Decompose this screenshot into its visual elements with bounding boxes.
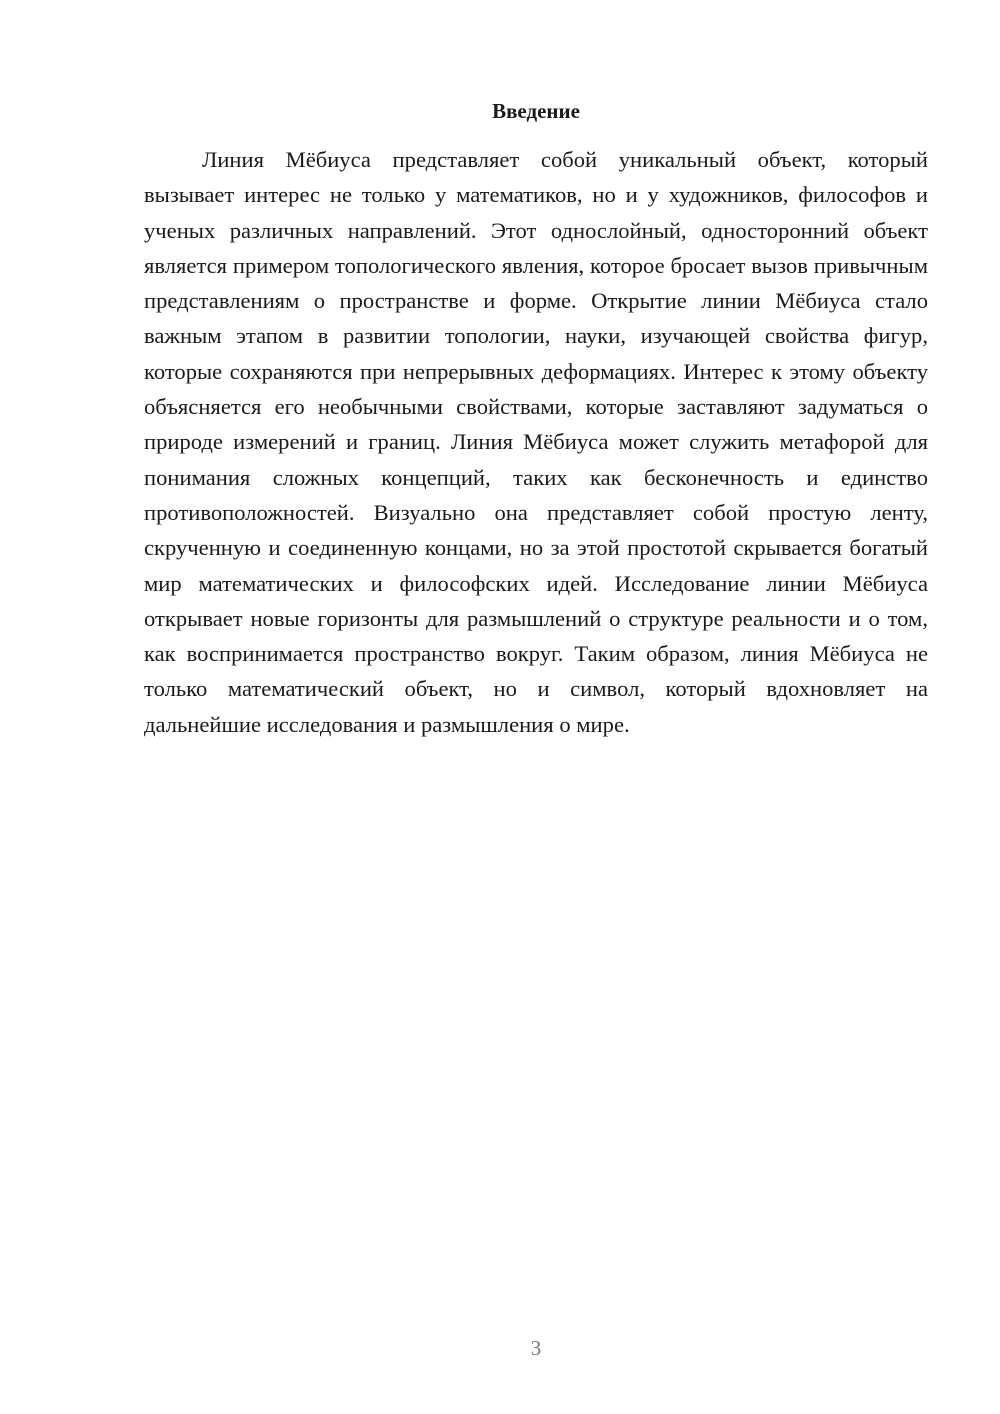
section-heading: Введение: [492, 99, 580, 123]
page-number: 3: [530, 1336, 542, 1360]
body-paragraph: Линия Мёбиуса представляет собой уникальный объект, который вызывает интерес не только у математиков, но и у художников, философов и ученых различных направлений. Этот однослойный, односторонний объект является примером топологического явления, которое бросает вызов привычным представлениям о пространстве и форме. Открытие линии Мёбиуса стало важным этапом в развитии топологии, науки, изучающей свойства фигур, которые сохраняются при непрерывных деформациях. Интерес к этому объекту объясняется его необычными свойствами, которые заставляют задуматься о природе измерений и границ. Линия Мёбиуса может служить метафорой для понимания сложных концепций, таких как бесконечность и единство противоположностей. Визуально она представляет собой простую ленту, скрученную и соединенную концами, но за этой простотой скрывается богатый мир математических и философских идей. Исследование линии Мёбиуса открывает новые горизонты для размышлений о структуре реальности и о том, как воспринимается пространство вокруг. Таким образом, линия Мёбиуса не только математический объект, но и символ, который вдохновляет на дальнейшие исследования и размышления о мире.: [144, 147, 928, 737]
